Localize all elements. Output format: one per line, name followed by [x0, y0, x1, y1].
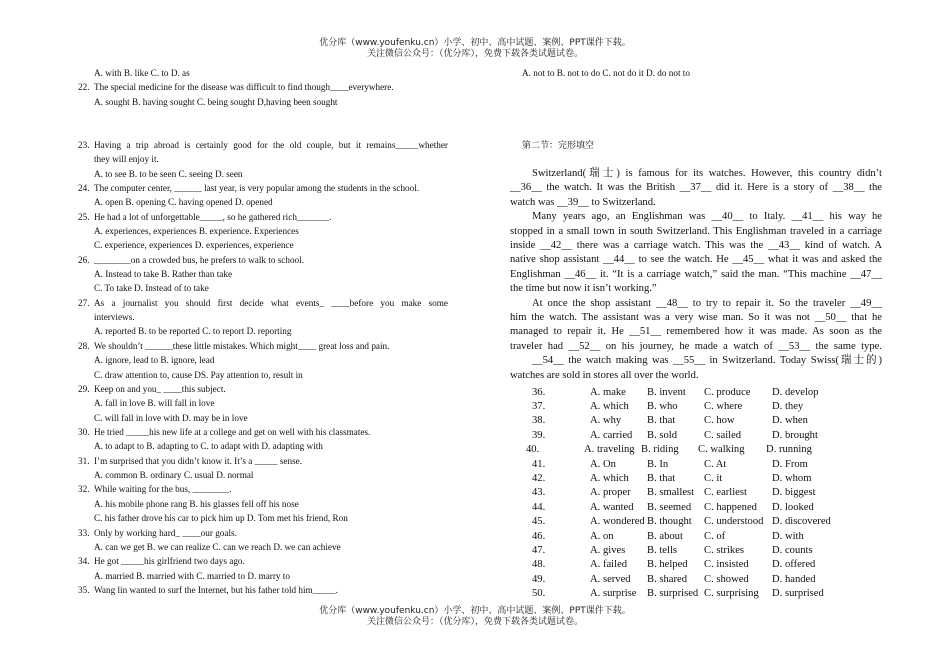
question-number: 26. [78, 254, 90, 265]
option-row [532, 414, 808, 428]
question-options: C. his father drove his car to pick him up D. Tom met his friend, Ron [94, 513, 348, 524]
question-text: He got _____his girlfriend two days ago. [94, 556, 245, 567]
option-c: C. earliest [704, 487, 747, 499]
option-number: 40. [526, 444, 540, 456]
option-d: D. with [772, 530, 804, 542]
option-c: C. insisted [704, 559, 749, 571]
option-number: 38. [532, 415, 546, 427]
option-c: C. it [704, 472, 723, 484]
question-options: C. will fall in love with D. may be in love [94, 412, 248, 423]
option-row [532, 587, 824, 601]
question-options: A. experiences, experiences B. experience. Experiences [94, 225, 299, 236]
option-number: 47. [532, 544, 546, 556]
question-options: A. ignore, lead to B. ignore, lead [94, 355, 215, 366]
question-text: interviews. [94, 312, 135, 323]
option-row [532, 400, 803, 414]
option-row [532, 573, 816, 587]
option-a: A. which [590, 400, 629, 412]
option-c: C. understood [704, 516, 764, 528]
option-a: A. carried [590, 429, 633, 441]
option-b: B. tells [647, 544, 678, 556]
top-options: A. with B. like C. to D. as [94, 68, 190, 78]
option-d: D. From [772, 458, 808, 470]
option-number: 39. [532, 429, 546, 441]
option-b: B. surprised [647, 588, 699, 600]
option-c: C. surprising [704, 588, 759, 600]
question-options: A. reported B. to be reported C. to report D. reporting [94, 326, 292, 337]
footer-line-1: 优分库（www.youfenku.cn）小学、初中、高中试题、案例、PPT课件下载。 [319, 606, 631, 616]
passage-line: Englishman __46__ it. “It is a carriage watch,” said the man. “This machine __47__ [510, 268, 882, 280]
question-number: 34. [78, 556, 90, 567]
option-c: C. of [704, 530, 726, 542]
section-title: 第二节：完形填空 [522, 141, 595, 151]
option-d: D. counts [772, 544, 813, 556]
top-options: A. not to B. not to do C. not do it D. do not to [522, 68, 690, 78]
option-c: C. strikes [704, 544, 745, 556]
option-number: 42. [532, 472, 546, 484]
option-b: B. seemed [647, 501, 692, 513]
question-options: A. Instead to take B. Rather than take [94, 269, 233, 280]
option-d: D. they [772, 400, 804, 412]
passage-line: native shop assistant __44__ to see the watch. He __45__ what it was and asked the [510, 254, 882, 266]
question-number: 29. [78, 383, 90, 394]
question-options: A. to adapt to B. adapting to C. to adapt with D. adapting with [94, 441, 323, 452]
option-b: B. helped [647, 559, 688, 571]
option-d: D. when [772, 415, 808, 427]
question-number: 25. [78, 211, 90, 222]
question-options: C. draw attention to, cause DS. Pay attention to, result in [94, 369, 303, 380]
option-row [532, 472, 811, 486]
option-b: B. sold [647, 429, 678, 441]
option-c: C. where [704, 400, 743, 412]
option-a: A. proper [590, 487, 631, 499]
question-options: A. fall in love B. will fall in love [94, 398, 215, 409]
question-options: A. can we get B. we can realize C. can we reach D. we can achieve [94, 541, 341, 552]
option-row [532, 558, 815, 572]
option-b: B. about [647, 530, 683, 542]
option-c: C. walking [698, 444, 745, 456]
option-d: D. surprised [772, 588, 824, 600]
option-a: A. on [590, 530, 614, 542]
question-text: ________on a crowded bus, he prefers to walk to school. [94, 254, 304, 265]
question-number: 28. [78, 340, 90, 351]
option-number: 49. [532, 573, 546, 585]
page-footer [0, 606, 950, 628]
option-b: B. that [647, 415, 676, 427]
question-options: A. married B. married with C. married to D. marry to [94, 570, 290, 581]
option-a: A. served [590, 573, 631, 585]
passage-line: __36__ the watch. It was the British __37__ did it. Here is a story of __38__ the [510, 182, 882, 194]
passage-line: watches are sold in stores all over the world. [510, 369, 699, 381]
question-text: Having a trip abroad is certainly good for the old couple, but it remains_____whether [94, 139, 448, 150]
question-options: A. sought B. having sought C. being sought D,having been sought [94, 96, 338, 107]
option-b: B. In [647, 458, 669, 470]
option-row [532, 458, 808, 472]
option-c: C. showed [704, 573, 749, 585]
option-c: C. produce [704, 386, 751, 398]
option-d: D. whom [772, 472, 812, 484]
option-row [532, 486, 816, 500]
option-d: D. offered [772, 559, 816, 571]
option-a: A. which [590, 472, 629, 484]
option-number: 46. [532, 530, 546, 542]
question-number: 32. [78, 484, 90, 495]
question-text: He had a lot of unforgettable_____, so he gathered rich_______. [94, 211, 332, 222]
option-number: 37. [532, 400, 546, 412]
passage-line: managed to repair it. He __51__ remembered how it was made. As soon as the [510, 326, 882, 338]
question-options: A. open B. opening C. having opened D. opened [94, 197, 273, 208]
option-c: C. happened [704, 501, 757, 513]
option-b: B. riding [641, 444, 679, 456]
question-number: 23. [78, 139, 90, 150]
option-b: B. thought [647, 516, 692, 528]
passage-line: the time but now it isn’t working.” [510, 283, 657, 295]
option-row [532, 544, 813, 558]
option-d: D. handed [772, 573, 816, 585]
header-line-2: 关注微信公众号：（优分库），免费下载各类试题试卷。 [366, 49, 583, 59]
passage-line: At once the shop assistant __48__ to try to repair it. So the traveler __49__ [532, 297, 882, 309]
option-a: A. gives [590, 544, 626, 556]
question-text: While waiting for the bus, ________. [94, 484, 232, 495]
option-a: A. wondered [590, 516, 645, 528]
question-text: The special medicine for the disease was difficult to find though____everywhere. [94, 82, 394, 93]
option-c: C. sailed [704, 429, 742, 441]
option-number: 44. [532, 501, 546, 513]
option-b: B. shared [647, 573, 688, 585]
option-b: B. who [647, 400, 678, 412]
footer-line-2: 关注微信公众号：（优分库），免费下载各类试题试卷。 [366, 617, 583, 627]
question-text: Keep on and you_ ____this subject. [94, 383, 226, 394]
option-number: 50. [532, 588, 546, 600]
option-number: 36. [532, 386, 546, 398]
option-row [532, 429, 818, 443]
question-text: The computer center, ______ last year, is very popular among the students in the school. [94, 182, 420, 193]
question-text: As a journalist you should first decide what events_ ____before you make some [94, 297, 448, 308]
option-a: A. why [590, 415, 622, 427]
passage-line: inside __42__ there was a carriage watch. This was the __43__ kind of watch. A [510, 240, 882, 251]
option-row [532, 515, 831, 529]
option-b: B. that [647, 472, 676, 484]
question-options: C. experience, experiences D. experiences, experience [94, 240, 294, 251]
question-options: A. common B. ordinary C. usual D. normal [94, 470, 254, 481]
question-text: Only by working hard_ ____our goals. [94, 527, 237, 538]
option-b: B. smallest [647, 487, 695, 499]
question-text: I’m surprised that you didn’t know it. It’s a _____ sense. [94, 455, 303, 466]
option-number: 45. [532, 516, 546, 528]
option-a: A. On [590, 458, 616, 470]
option-d: D. discovered [772, 516, 831, 528]
question-number: 24. [78, 182, 90, 193]
question-text: Wang lin wanted to surf the Internet, but his father told him_____. [94, 584, 338, 595]
question-text: We shouldn’t ______these little mistakes. Which might____ great loss and pain. [94, 340, 390, 351]
option-a: A. traveling [584, 444, 635, 456]
passage-line: him the watch. The assistant was a very wise man. So it was not __50__ that he [510, 312, 882, 323]
option-c: C. how [704, 415, 735, 427]
option-a: A. failed [590, 559, 628, 571]
option-row [532, 386, 818, 400]
question-number: 27. [78, 297, 90, 308]
question-text: He tried _____his new life at a college and get on well with his classmates. [94, 426, 371, 437]
option-row [532, 501, 814, 515]
question-number: 35. [78, 584, 90, 595]
header-line-1: 优分库（www.youfenku.cn）小学、初中、高中试题、案例、PPT课件下载。 [319, 38, 631, 48]
option-number: 48. [532, 559, 546, 571]
option-number: 41. [532, 458, 546, 470]
option-row [532, 530, 804, 544]
question-number: 30. [78, 426, 90, 437]
question-options: A. his mobile phone rang B. his glasses fell off his nose [94, 498, 299, 509]
option-c: C. At [704, 458, 727, 470]
passage-line: Many years ago, an Englishman was __40__ to Italy. __41__ his way he [532, 211, 882, 223]
passage-line: __54__ the watch making was __55__ in Switzerland. Today Swiss(瑞士的) [532, 355, 882, 367]
option-a: A. surprise [590, 588, 637, 600]
question-number: 33. [78, 527, 90, 538]
passage-line: stopped in a small town in south Switzerland. This Englishman traveled in a carriage [510, 225, 882, 237]
page-header [0, 38, 950, 60]
option-a: A. wanted [590, 501, 634, 513]
option-d: D. develop [772, 386, 819, 398]
option-row [526, 443, 812, 457]
passage-line: traveler had __52__ on his journey, he made a watch of __53__ the same type. [510, 340, 882, 352]
question-options: C. To take D. Instead of to take [94, 283, 209, 294]
option-d: D. brought [772, 429, 818, 441]
passage-line: Switzerland(瑞士) is famous for its watches. However, this country didn’t [532, 168, 882, 179]
question-number: 31. [78, 455, 90, 466]
passage-line: watch was __39__ to Switzerland. [510, 196, 656, 208]
question-text: they will enjoy it. [94, 154, 159, 165]
option-d: D. looked [772, 501, 814, 513]
question-options: A. to see B. to be seen C. seeing D. seen [94, 168, 243, 179]
question-number: 22. [78, 82, 90, 93]
option-d: D. biggest [772, 487, 816, 499]
option-d: D. running [766, 444, 812, 456]
option-a: A. make [590, 386, 626, 398]
option-number: 43. [532, 487, 546, 499]
option-b: B. invent [647, 386, 686, 398]
